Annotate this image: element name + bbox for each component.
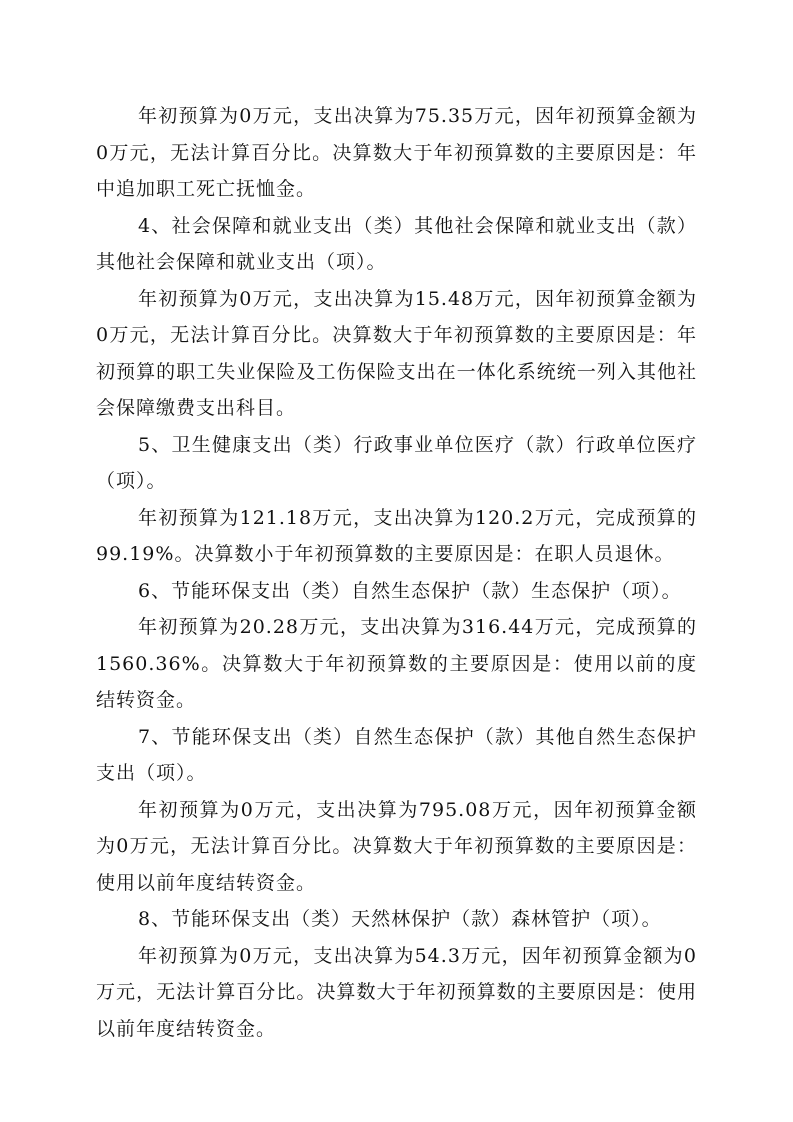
paragraph-4: 5、卫生健康支出（类）行政事业单位医疗（款）行政单位医疗（项）。 (96, 433, 697, 492)
paragraph-11: 年初预算为0万元，支出决算为54.3万元，因年初预算金额为0万元，无法计算百分比。决算数大于年初预算数的主要原因是：使用以前年度结转资金。 (96, 944, 697, 1040)
paragraph-10: 8、节能环保支出（类）天然林保护（款）森林管护（项）。 (138, 908, 662, 930)
paragraph-3: 年初预算为0万元，支出决算为15.48万元，因年初预算金额为0万元，无法计算百分比。决算数大于年初预算数的主要原因是：年初预算的职工失业保险及工伤保险支出在一体化系统统一列入其他社会保障缴费支出科目。 (96, 287, 697, 419)
paragraph-9: 年初预算为0万元，支出决算为795.08万元，因年初预算金额为0万元，无法计算百分比。决算数大于年初预算数的主要原因是：使用以前年度结转资金。 (96, 798, 697, 894)
paragraph-1: 年初预算为0万元，支出决算为75.35万元，因年初预算金额为0万元，无法计算百分比。决算数大于年初预算数的主要原因是：年中追加职工死亡抚恤金。 (96, 105, 697, 200)
paragraph-5: 年初预算为121.18万元，支出决算为120.2万元，完成预算的99.19%。决算数小于年初预算数的主要原因是：在职人员退休。 (96, 506, 697, 565)
paragraph-8: 7、节能环保支出（类）自然生态保护（款）其他自然生态保护支出（项）。 (96, 725, 697, 784)
paragraph-6: 6、节能环保支出（类）自然生态保护（款）生态保护（项）。 (138, 579, 682, 602)
paragraph-2: 4、社会保障和就业支出（类）其他社会保障和就业支出（款）其他社会保障和就业支出（项）。 (96, 214, 697, 273)
paragraph-7: 年初预算为20.28万元，支出决算为316.44万元，完成预算的1560.36%。决算数大于年初预算数的主要原因是：使用以前的度结转资金。 (96, 616, 697, 711)
